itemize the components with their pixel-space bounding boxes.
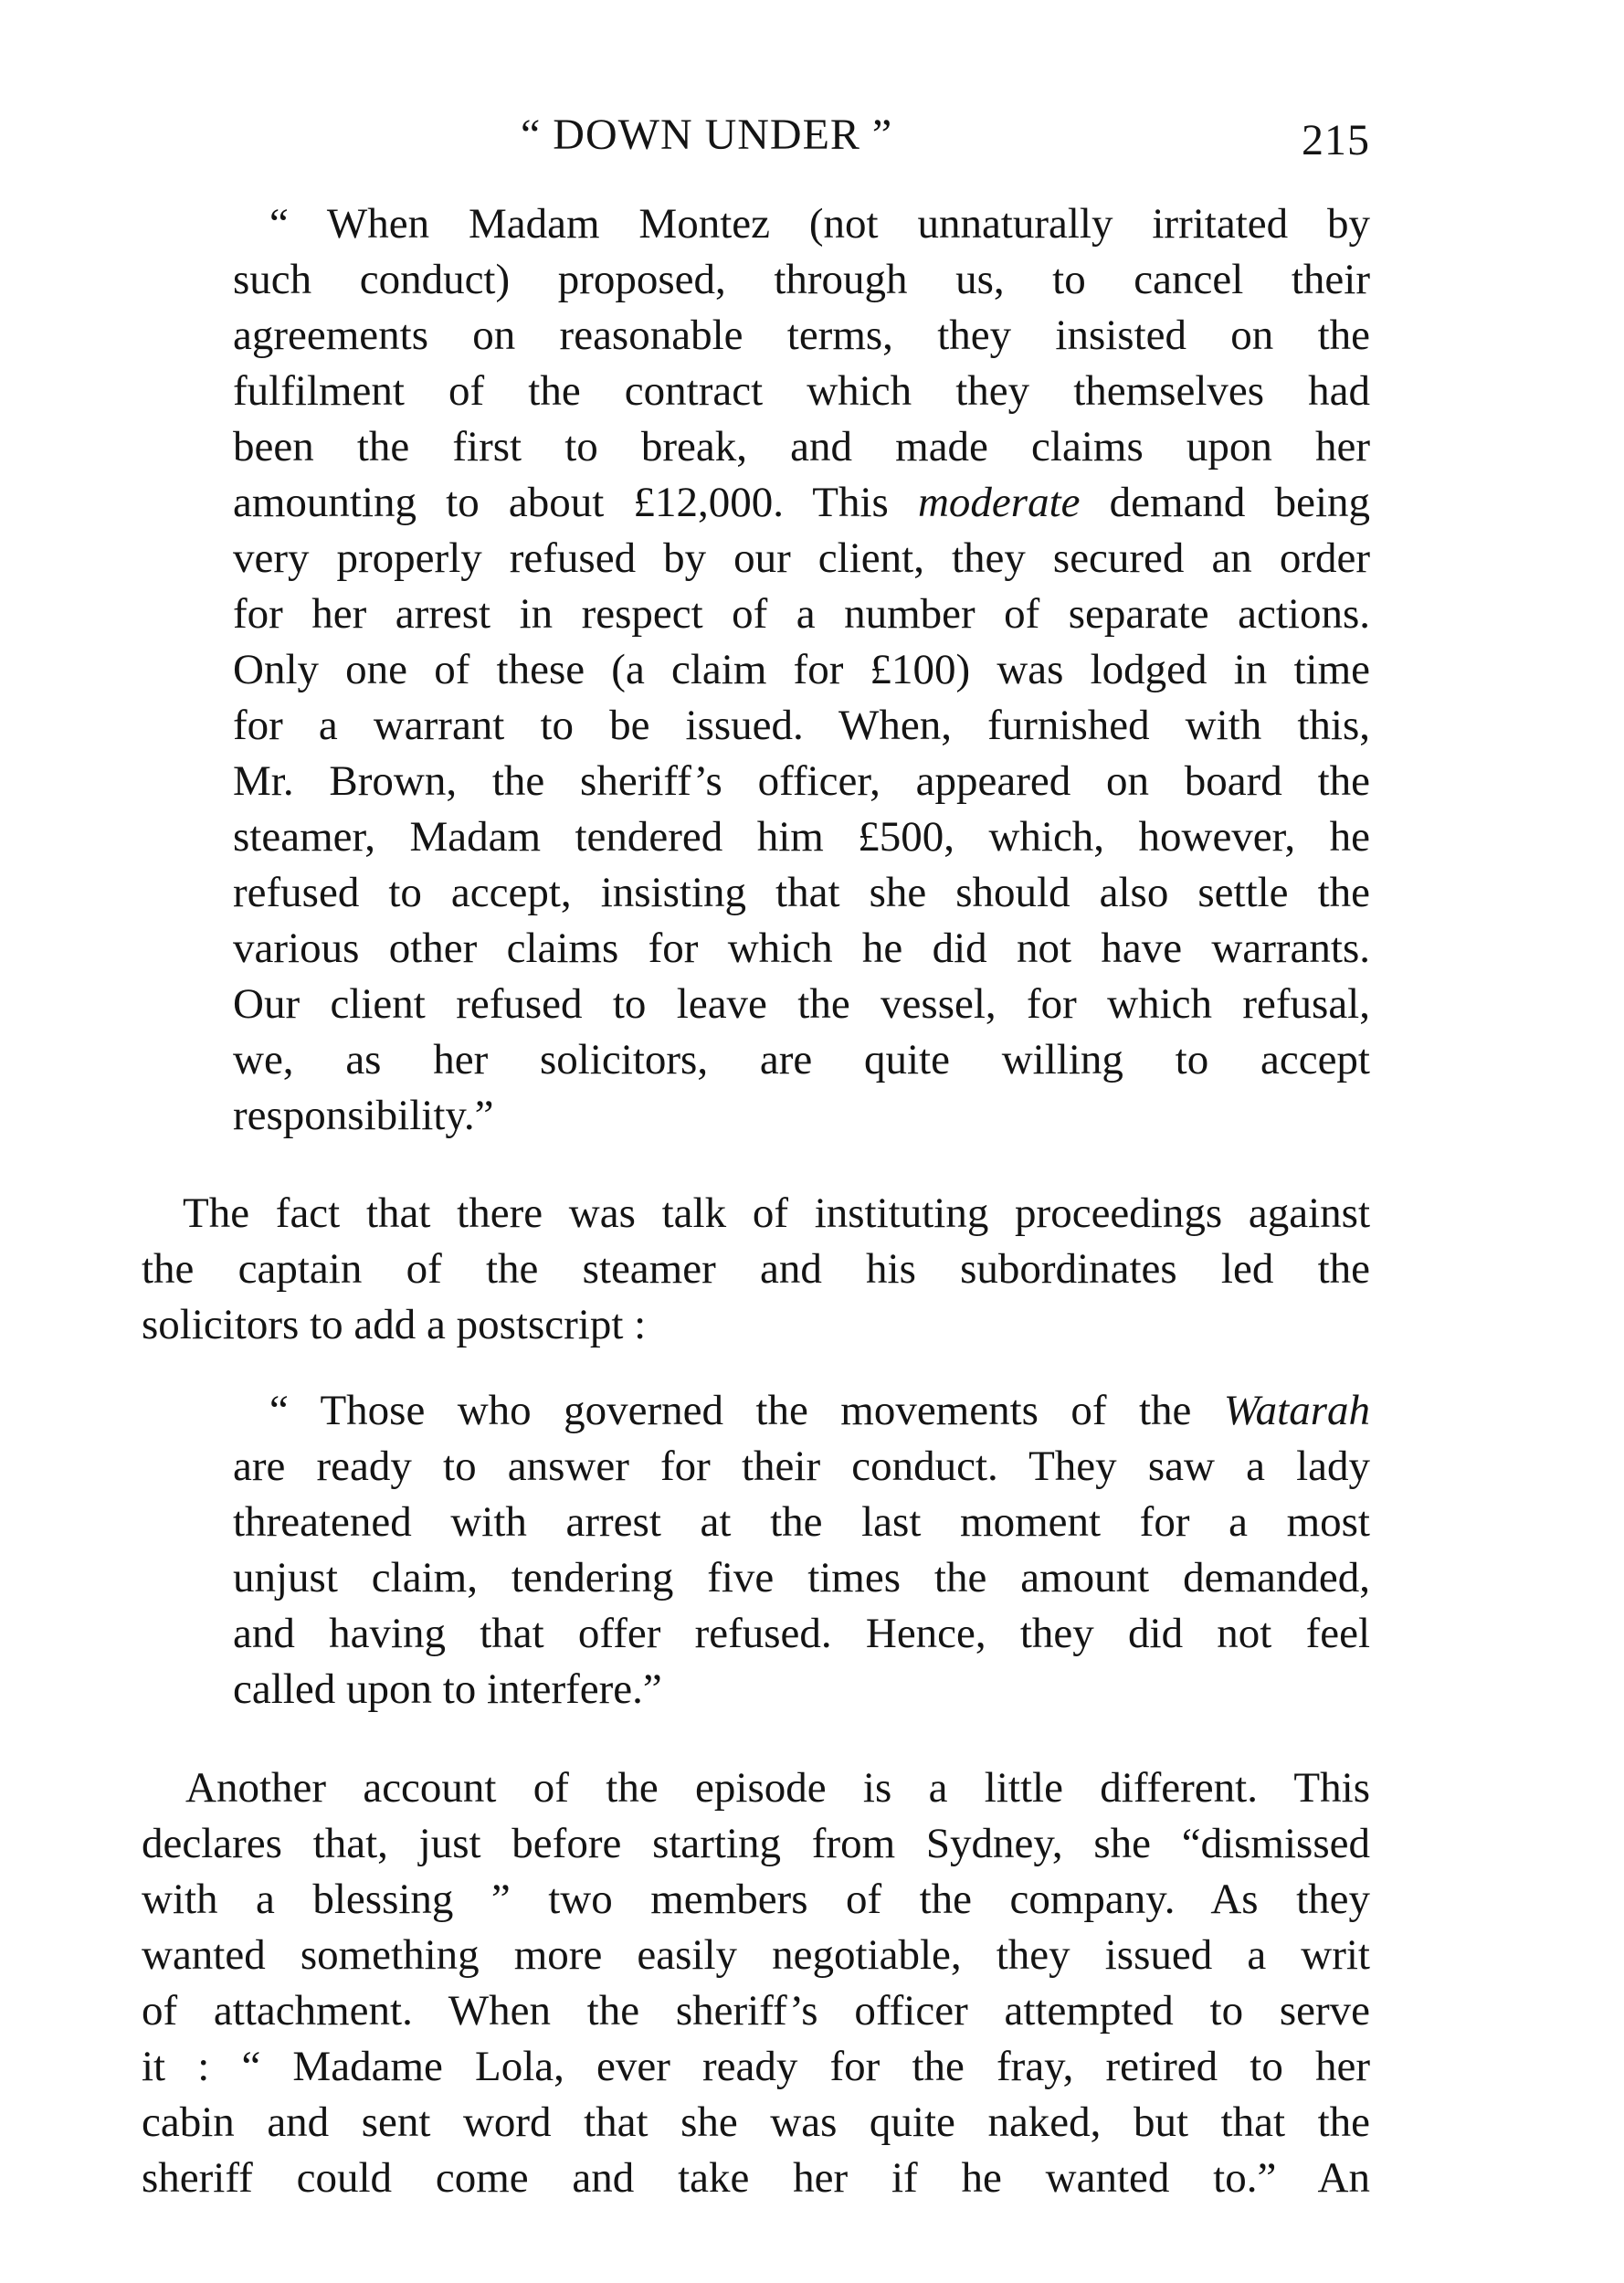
text-line: Only one of these (a claim for £100) was lodged in time [233,646,1370,693]
text-line: refused to accept, insisting that she should also settle the [233,869,1370,916]
text-line: it : “ Madame Lola, ever ready for the fray, retired to her [142,2043,1370,2090]
text-line: called upon to interfere.” [233,1665,662,1713]
text-line: for her arrest in respect of a number of separate actions. [233,590,1370,638]
block-quote-solicitors-letter [233,196,1370,1144]
text-line: steamer, Madam tendered him £500, which, however, he [233,813,1370,861]
text-line: agreements on reasonable terms, they insisted on the [233,312,1370,359]
text-line: “ Those who governed the movements of the Watarah [269,1387,1370,1434]
text-line: the captain of the steamer and his subordinates led the [142,1245,1370,1293]
text-line: such conduct) proposed, through us, to cancel their [233,256,1370,303]
body-paragraph-postscript [142,1186,1370,1353]
text-line: Another account of the episode is a little different. This [185,1764,1370,1812]
text-line: “ When Madam Montez (not unnaturally irritated by [269,200,1370,248]
text-line: cabin and sent word that she was quite naked, but that the [142,2098,1370,2146]
text-line: of attachment. When the sheriff’s officer attempted to serve [142,1987,1370,2035]
text-line: solicitors to add a postscript : [142,1301,647,1348]
text-line: Mr. Brown, the sheriff’s officer, appeared on board the [233,757,1370,805]
running-head [146,110,1370,174]
text-line: declares that, just before starting from Sydney, she “dismissed [142,1820,1370,1867]
page-number: 215 [1302,116,1370,164]
text-line: are ready to answer for their conduct. They saw a lady [233,1443,1370,1490]
text-line: been the first to break, and made claims upon her [233,423,1370,470]
text-line: for a warrant to be issued. When, furnished with this, [233,702,1370,749]
text-line: sheriff could come and take her if he wanted to.” An [142,2154,1370,2202]
text-line: fulfilment of the contract which they themselves had [233,367,1370,415]
text-line: and having that offer refused. Hence, they did not feel [233,1610,1370,1657]
text-line: wanted something more easily negotiable, they issued a writ [142,1931,1370,1979]
block-quote-postscript [233,1383,1370,1718]
text-line: various other claims for which he did not have warrants. [233,925,1370,972]
text-line: very properly refused by our client, they secured an order [233,534,1370,582]
body-paragraph-another-account [142,1760,1370,2206]
text-line: Our client refused to leave the vessel, for which refusal, [233,980,1370,1028]
text-line: threatened with arrest at the last moment for a most [233,1498,1370,1546]
text-line: responsibility.” [233,1092,494,1139]
text-line: The fact that there was talk of instituting proceedings against [183,1189,1370,1237]
running-title: “ DOWN UNDER ” [521,111,893,159]
text-line: we, as her solicitors, are quite willing to accept [233,1036,1370,1083]
text-line: unjust claim, tendering five times the amount demanded, [233,1554,1370,1601]
text-line: with a blessing ” two members of the company. As they [142,1876,1370,1923]
text-line: amounting to about £12,000. This moderate demand being [233,479,1370,526]
